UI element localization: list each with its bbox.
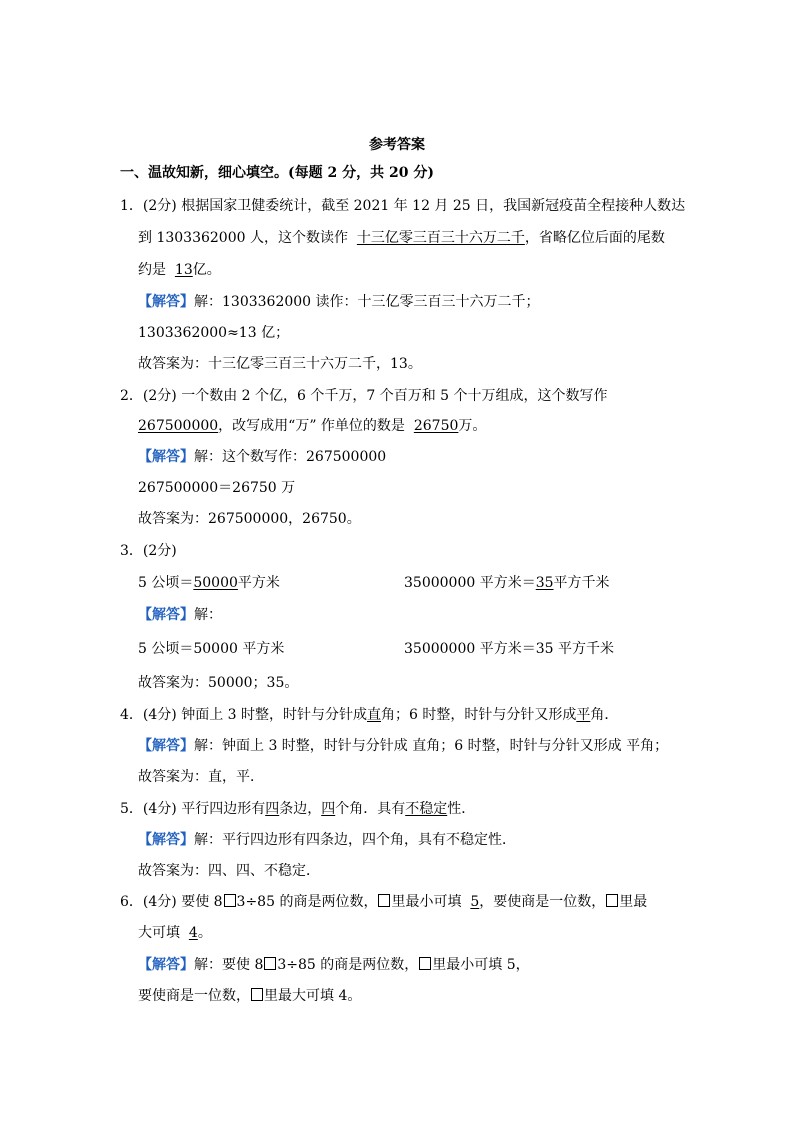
- q2-solution-1: 【解答】解：这个数写作：267500000: [138, 449, 387, 465]
- solution-tag: 【解答】: [138, 957, 194, 973]
- q2-answer-2: 26750: [413, 418, 459, 434]
- q3-solution-1: 【解答】解：: [138, 607, 222, 623]
- q2-line-2: 267500000，改写成用“万” 作单位的数是 26750万。: [138, 418, 487, 434]
- q3-line-2-left: 5 公顷＝50000平方米: [138, 575, 280, 591]
- q4-answer-1: 直: [367, 707, 381, 723]
- q1-answer-1: 十三亿零三百三十六万二千: [356, 230, 525, 246]
- q5-answer-1: 四: [265, 801, 280, 817]
- q3-line-1: 3．(2分): [120, 543, 177, 559]
- q3-line-2-right: 35000000 平方米＝35平方千米: [404, 575, 610, 591]
- q5-line-1: 5．(4分) 平行四边形有四条边，四个角．具有不稳定性．: [120, 801, 476, 817]
- q4-answer-2: 平: [576, 707, 591, 723]
- q2-line-1: 2．(2分) 一个数由 2 个亿，6 个千万，7 个百万和 5 个十万组成，这个数写作: [120, 388, 608, 404]
- q4-solution-1: 【解答】解：钟面上 3 时整，时针与分针成 直角；6 时整，时针与分针又形成 平角；: [138, 738, 669, 754]
- section-heading: 一、温故知新，细心填空。(每题 2 分，共 20 分): [120, 165, 434, 181]
- q6-line-1: 6．(4分) 要使 8 3÷85 的商是两位数， 里最小可填 5，要使商是一位数， 里最: [120, 894, 648, 910]
- q5-solution-1: 【解答】解：平行四边形有四条边，四个角，具有不稳定性．: [138, 832, 516, 848]
- q3-answer-1: 50000: [193, 575, 238, 591]
- page-title: 参考答案: [369, 137, 425, 153]
- q3-solution-2-right: 35000000 平方米＝35 平方千米: [404, 641, 614, 657]
- q1-solution-3: 故答案为：十三亿零三百三十六万二千，13。: [138, 356, 422, 372]
- q4-line-1: 4．(4分) 钟面上 3 时整，时针与分针成直角；6 时整，时针与分针又形成平角．: [120, 707, 619, 723]
- q6-answer-2: 4: [188, 925, 198, 941]
- solution-tag: 【解答】: [138, 832, 194, 848]
- q1-answer-2: 13: [174, 262, 193, 278]
- q5-answer-2: 四: [321, 801, 336, 817]
- q1-solution-1: 【解答】解：1303362000 读作：十三亿零三百三十六万二千；: [138, 294, 540, 310]
- blank-box-icon: [378, 894, 390, 907]
- solution-tag: 【解答】: [138, 607, 194, 623]
- blank-box-icon: [224, 894, 236, 907]
- blank-box-icon: [606, 894, 618, 907]
- q6-answer-1: 5: [470, 894, 480, 910]
- q2-answer-1: 267500000: [138, 418, 219, 434]
- q5-solution-2: 故答案为：四、四、不稳定．: [138, 863, 320, 879]
- blank-box-icon: [264, 957, 276, 970]
- solution-tag: 【解答】: [138, 738, 194, 754]
- q3-solution-3: 故答案为：50000；35。: [138, 675, 299, 691]
- q1-line-1: 1．(2分) 根据国家卫健委统计，截至 2021 年 12 月 25 日，我国新冠疫苗全程接种人数达: [120, 198, 686, 214]
- q4-solution-2: 故答案为：直，平．: [138, 769, 264, 785]
- q1-line-3: 约是 13亿。: [138, 262, 221, 278]
- q2-solution-2: 267500000＝26750 万: [138, 480, 296, 496]
- blank-box-icon: [251, 988, 263, 1001]
- blank-box-icon: [419, 957, 431, 970]
- q2-solution-3: 故答案为：267500000，26750。: [138, 511, 361, 527]
- q6-solution-2: 要使商是一位数， 里最大可填 4。: [138, 988, 362, 1004]
- q5-answer-3: 不稳定: [405, 801, 448, 817]
- q1-solution-2: 1303362000≈13 亿；: [138, 325, 290, 341]
- solution-tag: 【解答】: [138, 294, 194, 310]
- q6-line-2: 大可填 4。: [138, 925, 212, 941]
- q3-solution-2-left: 5 公顷＝50000 平方米: [138, 641, 285, 657]
- solution-tag: 【解答】: [138, 449, 194, 465]
- q6-solution-1: 【解答】解：要使 8 3÷85 的商是两位数， 里最小可填 5，: [138, 957, 530, 973]
- q3-answer-2: 35: [535, 575, 554, 591]
- q1-line-2: 到 1303362000 人，这个数读作 十三亿零三百三十六万二千，省略亿位后面的尾数: [138, 230, 665, 246]
